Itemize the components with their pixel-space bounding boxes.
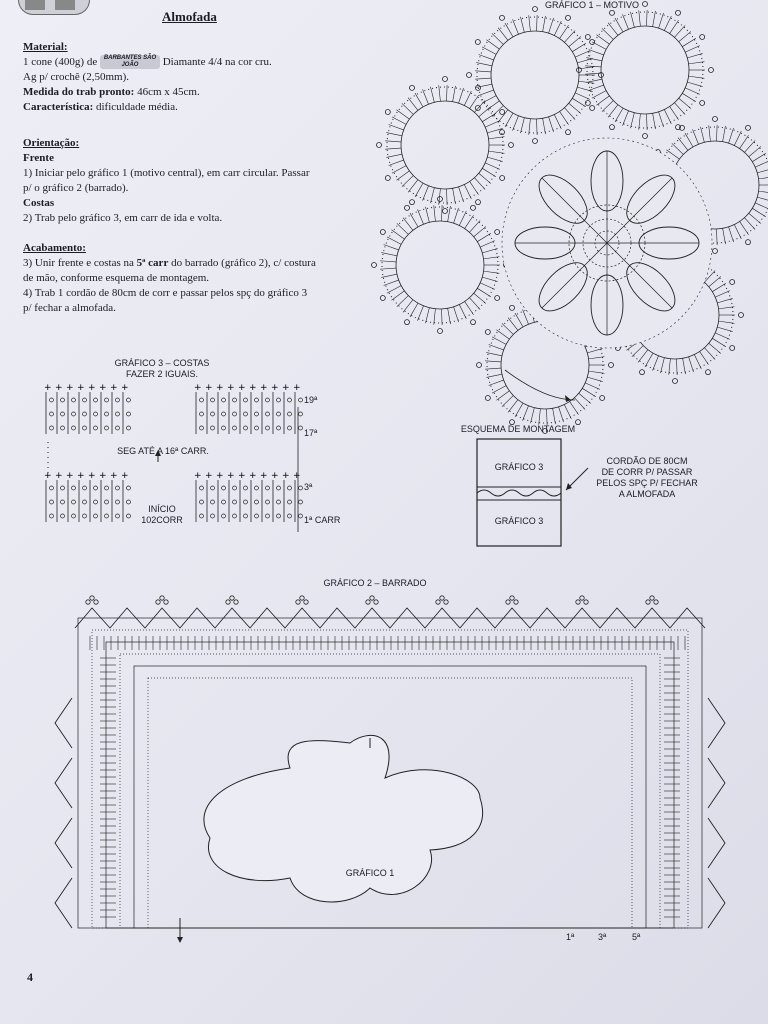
brand-logo: BARBANTES SÃO JOÃO — [100, 55, 160, 69]
svg-text:+: + — [121, 471, 129, 481]
svg-text:+: + — [271, 383, 279, 393]
page-number: 4 — [27, 970, 33, 984]
chart2-border-diagram — [50, 588, 730, 958]
finishing-text-2: de mão, conforme esquema de montagem. — [23, 272, 210, 284]
chart3-row-1: 1ª CARR — [304, 515, 341, 525]
material-line-2: Ag p/ crochê (2,50mm). — [23, 71, 129, 83]
feature-line: Característica: dificuldade média. — [23, 101, 178, 113]
svg-text:+: + — [77, 471, 85, 481]
chart1-title: GRÁFICO 1 – MOTIVO — [544, 0, 639, 10]
size-line: Medida do trab pronto: 46cm x 45cm. — [23, 86, 200, 98]
front-text-1: 1) Iniciar pelo gráfico 1 (motivo central), em carr circular. Passar — [23, 167, 310, 179]
orientation-section — [23, 136, 373, 226]
material-section — [23, 40, 363, 115]
assembly-box-top: GRÁFICO 3 — [494, 462, 544, 472]
svg-text:+: + — [227, 383, 235, 393]
finishing-heading: Acabamento: — [23, 242, 86, 254]
chart3-title-1: GRÁFICO 3 – COSTAS — [114, 358, 210, 368]
finishing-section — [23, 241, 373, 316]
svg-text:+: + — [99, 383, 107, 393]
svg-text:+: + — [44, 383, 52, 393]
assembly-note-3: PELOS SPÇ P/ FECHAR — [596, 478, 698, 488]
svg-text:+: + — [99, 471, 107, 481]
chart2-row-1: 1ª — [566, 932, 575, 942]
svg-text:+: + — [194, 471, 202, 481]
svg-text:+: + — [205, 471, 213, 481]
svg-text:+: + — [205, 383, 213, 393]
svg-text:+: + — [249, 471, 257, 481]
svg-text:+: + — [238, 383, 246, 393]
svg-text:+: + — [271, 471, 279, 481]
svg-text:+: + — [216, 383, 224, 393]
svg-text:+: + — [249, 383, 257, 393]
finishing-text-4: p/ fechar a almofada. — [23, 302, 116, 314]
finishing-text-1: 3) Unir frente e costas na 5ª carr do barrado (gráfico 2), c/ costura — [23, 257, 316, 269]
svg-text:+: + — [88, 383, 96, 393]
chart3-row-17: 17ª — [304, 428, 318, 438]
svg-text:+: + — [260, 471, 268, 481]
svg-text:+: + — [110, 383, 118, 393]
chart3-row-3: 3ª — [304, 482, 313, 492]
chart3-start-2: 102CORR — [141, 515, 183, 525]
svg-text:+: + — [260, 383, 268, 393]
finishing-text-3: 4) Trab 1 cordão de 80cm de corr e passar pelos spç do gráfico 3 — [23, 287, 308, 299]
assembly-box-bottom: GRÁFICO 3 — [494, 516, 544, 526]
page-title: Almofada — [162, 9, 217, 24]
svg-text:+: + — [44, 471, 52, 481]
svg-text:+: + — [66, 383, 74, 393]
chart2-row-5: 5ª — [632, 932, 641, 942]
chart1-motif-diagram — [385, 15, 745, 415]
material-line-1: 1 cone (400g) de BARBANTES SÃO JOÃO Diamante 4/4 na cor cru. — [23, 55, 272, 69]
front-label: Frente — [23, 152, 54, 164]
chart2-row-3: 3ª — [598, 932, 607, 942]
material-heading: Material: — [23, 41, 68, 53]
svg-text:+: + — [282, 471, 290, 481]
svg-text:+: + — [55, 383, 63, 393]
svg-text:+: + — [293, 383, 301, 393]
svg-text:+: + — [282, 383, 290, 393]
page-corner-tab — [18, 0, 90, 15]
back-label: Costas — [23, 197, 55, 209]
assembly-title: ESQUEMA DE MONTAGEM — [460, 424, 576, 434]
orientation-heading: Orientação: — [23, 137, 80, 149]
chart3-title-2: FAZER 2 IGUAIS. — [125, 369, 199, 379]
svg-text:+: + — [66, 471, 74, 481]
svg-text:+: + — [121, 383, 129, 393]
svg-text:+: + — [55, 471, 63, 481]
svg-text:+: + — [227, 471, 235, 481]
chart2-title: GRÁFICO 2 – BARRADO — [323, 578, 427, 588]
svg-text:+: + — [77, 383, 85, 393]
svg-text:+: + — [216, 471, 224, 481]
front-text-2: p/ o gráfico 2 (barrado). — [23, 182, 129, 194]
svg-text:+: + — [194, 383, 202, 393]
chart3-row-19: 19ª — [304, 395, 318, 405]
assembly-note-2: DE CORR P/ PASSAR — [601, 467, 693, 477]
chart2-center-label: GRÁFICO 1 — [345, 868, 395, 878]
assembly-note-1: CORDÃO DE 80CM — [606, 456, 688, 466]
assembly-note-4: A ALMOFADA — [618, 489, 676, 499]
svg-text:+: + — [88, 471, 96, 481]
svg-text:+: + — [238, 471, 246, 481]
svg-text:+: + — [110, 471, 118, 481]
chart3-repeat-note: SEG ATÉ A 16ª CARR. — [117, 446, 209, 456]
back-text: 2) Trab pelo gráfico 3, em carr de ida e volta. — [23, 212, 223, 224]
chart3-start-1: INÍCIO — [148, 504, 176, 514]
svg-text:+: + — [293, 471, 301, 481]
